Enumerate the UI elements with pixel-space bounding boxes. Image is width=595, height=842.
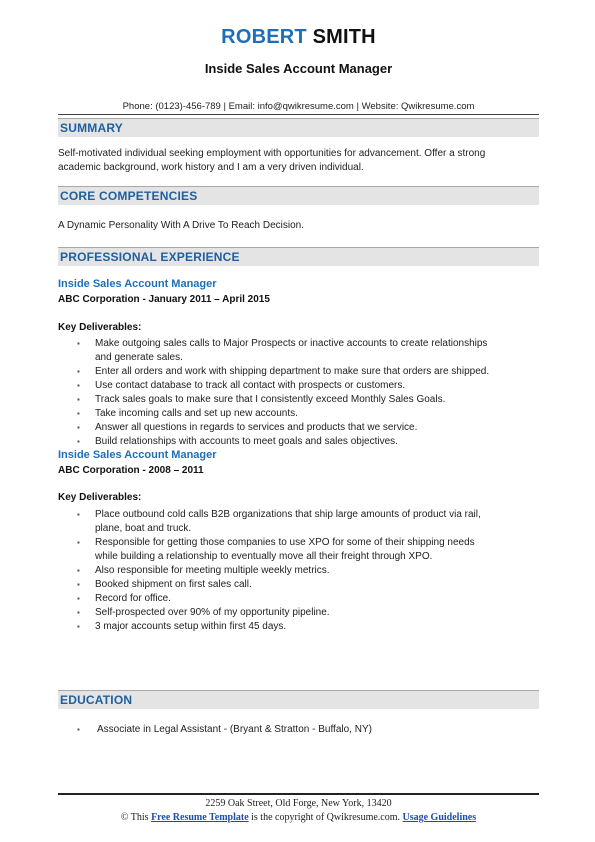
- job-2-deliverables: [58, 508, 539, 634]
- bullet-icon: ▪: [77, 608, 80, 617]
- summary-line: academic background, work history and I am a very driven individual.: [58, 162, 364, 173]
- section-education: [58, 690, 539, 709]
- bullet-icon: ▪: [77, 580, 80, 589]
- bullet-icon: ▪: [77, 538, 80, 547]
- contact-line: Phone: (0123)-456-789 | Email: info@qwikresume.com | Website: Qwikresume.com: [122, 101, 475, 112]
- first-name: ROBERT: [221, 26, 307, 48]
- bullet-icon: ▪: [77, 423, 80, 432]
- footer-address: 2259 Oak Street, Old Forge, New York, 13420: [205, 798, 392, 809]
- job-company-dates: ABC Corporation - 2008 – 2011: [58, 465, 204, 476]
- bullet-icon: ▪: [77, 566, 80, 575]
- header-divider: [58, 114, 539, 115]
- job-1-deliverables: [58, 337, 539, 449]
- bullet-icon: ▪: [77, 381, 80, 390]
- bullet-icon: ▪: [77, 510, 80, 519]
- usage-guidelines-link[interactable]: Usage Guidelines: [402, 812, 477, 823]
- footer-copyright: © This Free Resume Template is the copyright of Qwikresume.com. Usage Guidelines: [120, 812, 477, 823]
- section-heading: EDUCATION: [60, 693, 133, 707]
- list-item: ▪ Self-prospected over 90% of my opportunity pipeline.: [77, 607, 330, 618]
- job-title: Inside Sales Account Manager: [58, 278, 217, 290]
- section-summary: [58, 118, 539, 137]
- bullet-icon: ▪: [77, 409, 80, 418]
- bullet-icon: ▪: [77, 622, 80, 631]
- bullet-icon: ▪: [77, 395, 80, 404]
- candidate-name: [58, 26, 539, 49]
- list-item: ▪ Enter all orders and work with shipping department to make sure that orders are shipped.: [77, 366, 490, 377]
- section-core-competencies: [58, 186, 539, 205]
- list-item: ▪ Responsible for getting those companies to use XPO for some of their shipping needs while building a relationship to eventually move all their freight through XPO.: [77, 537, 475, 562]
- bullet-icon: ▪: [77, 437, 80, 446]
- list-item: ▪ Make outgoing sales calls to Major Prospects or inactive accounts to create relationships and generate sales.: [77, 338, 488, 363]
- list-item: ▪ Answer all questions in regards to services and products that we service.: [77, 422, 418, 433]
- summary-line: Self-motivated individual seeking employment with opportunities for advancement. Offer a strong: [58, 148, 486, 159]
- resume-page: [58, 0, 539, 842]
- education-text: Associate in Legal Assistant - (Bryant & Stratton - Buffalo, NY): [97, 724, 372, 735]
- summary-text: [58, 147, 539, 175]
- list-item: ▪ 3 major accounts setup within first 45 days.: [77, 621, 287, 632]
- bullet-icon: ▪: [77, 594, 80, 603]
- section-heading: SUMMARY: [60, 121, 123, 135]
- bullet-icon: ▪: [77, 725, 80, 734]
- bullet-icon: ▪: [77, 367, 80, 376]
- list-item: ▪ Also responsible for meeting multiple weekly metrics.: [77, 565, 330, 576]
- list-item: ▪ Use contact database to track all contact with prospects or customers.: [77, 380, 406, 391]
- job-headline: Inside Sales Account Manager: [204, 61, 393, 76]
- job-company-dates: ABC Corporation - January 2011 – April 2015: [58, 294, 270, 305]
- deliverables-label: Key Deliverables:: [58, 492, 142, 503]
- section-professional-experience: [58, 247, 539, 266]
- job-title: Inside Sales Account Manager: [58, 449, 217, 461]
- list-item: ▪ Booked shipment on first sales call.: [77, 579, 252, 590]
- list-item: ▪ Place outbound cold calls B2B organizations that ship large amounts of product via rail, plane, boat and truck.: [77, 509, 481, 534]
- list-item: ▪ Build relationships with accounts to meet goals and sales objectives.: [77, 436, 398, 447]
- list-item: ▪ Record for office.: [77, 593, 171, 604]
- section-heading: CORE COMPETENCIES: [60, 189, 198, 203]
- list-item: ▪ Track sales goals to make sure that I consistently exceed Monthly Sales Goals.: [77, 394, 446, 405]
- last-name: SMITH: [312, 26, 376, 48]
- deliverables-label: Key Deliverables:: [58, 322, 142, 333]
- footer-divider: [58, 793, 539, 795]
- section-heading: PROFESSIONAL EXPERIENCE: [60, 250, 240, 264]
- list-item: ▪ Take incoming calls and set up new accounts.: [77, 408, 298, 419]
- competencies-text: A Dynamic Personality With A Drive To Reach Decision.: [58, 220, 305, 231]
- free-resume-template-link[interactable]: Free Resume Template: [151, 812, 249, 823]
- bullet-icon: ▪: [77, 339, 80, 348]
